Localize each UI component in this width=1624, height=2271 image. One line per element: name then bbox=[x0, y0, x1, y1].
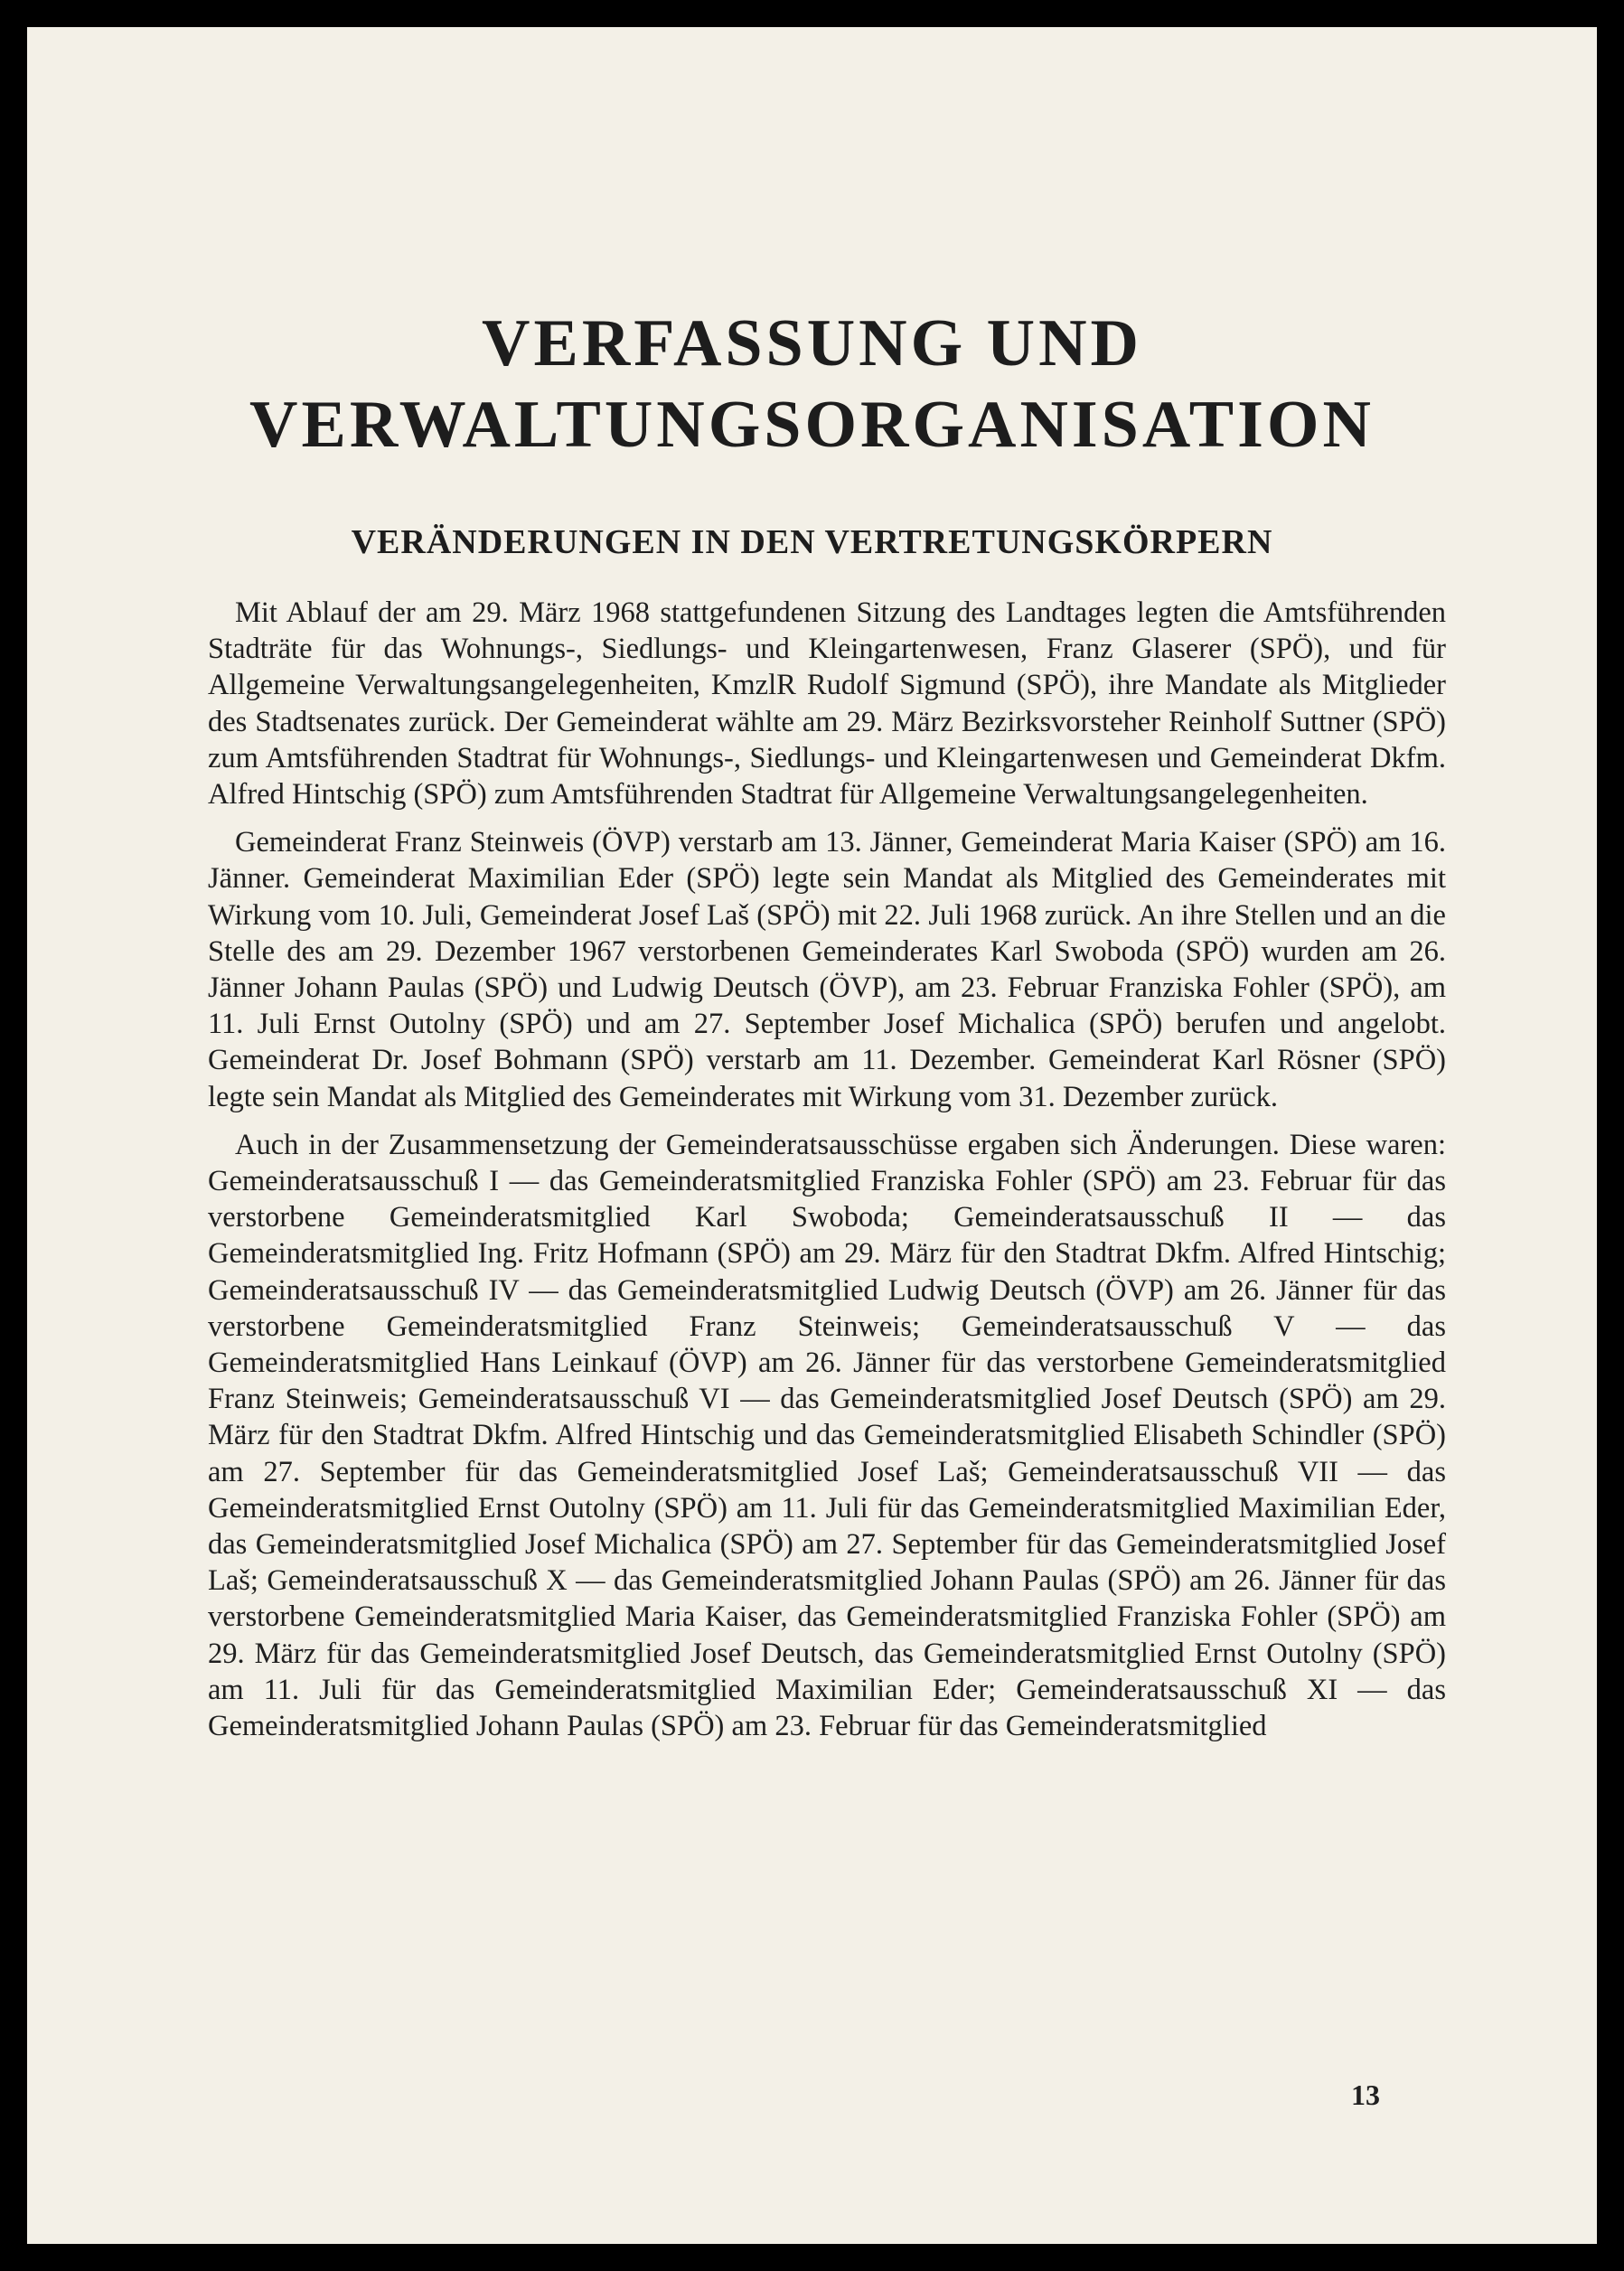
document-page bbox=[27, 27, 1597, 2244]
title-line-2: VERWALTUNGSORGANISATION bbox=[249, 388, 1375, 462]
section-heading: VERÄNDERUNGEN IN DEN VERTRETUNGSKÖRPERN bbox=[351, 523, 1273, 561]
paragraph: Auch in der Zusammensetzung der Gemeinderatsausschüsse ergaben sich Änderungen. Diese waren: Gemeinderatsausschuß I — das Gemeinderatsmitglied Franziska Fohler (SPÖ) am 23. Februar für das verstorbene Gemeinderatsmitglied Karl Swoboda; Gemeinderatsausschuß II — das Gemeinderatsmitglied Ing. Fritz Hofmann (SPÖ) am 29. März für den Stadtrat Dkfm. Alfred Hintschig; Gemeinderatsausschuß IV — das Gemeinderatsmitglied Ludwig Deutsch (ÖVP) am 26. Jänner für das verstorbene Gemeinderatsmitglied Franz Steinweis; Gemeinderatsausschuß V — das Gemeinderatsmitglied Hans Leinkauf (ÖVP) am 26. Jänner für das verstorbene Gemeinderatsmitglied Franz Steinweis; Gemeinderatsausschuß VI — das Gemeinderatsmitglied Josef Deutsch (SPÖ) am 29. März für den Stadtrat Dkfm. Alfred Hintschig und das Gemeinderatsmitglied Elisabeth Schindler (SPÖ) am 27. September für das Gemeinderatsmitglied Josef Laš; Gemeinderatsausschuß VII — das Gemeinderatsmitglied Ernst Outolny (SPÖ) am 11. Juli für das Gemeinderatsmitglied Maximilian Eder, das Gemeinderatsmitglied Josef Michalica (SPÖ) am 27. September für das Gemeinderatsmitglied Josef Laš; Gemeinderatsausschuß X — das Gemeinderatsmitglied Johann Paulas (SPÖ) am 26. Jänner für das verstorbene Gemeinderatsmitglied Maria Kaiser, das Gemeinderatsmitglied Franziska Fohler (SPÖ) am 29. März für das Gemeinderatsmitglied Josef Deutsch, das Gemeinderatsmitglied Ernst Outolny (SPÖ) am 11. Juli für das Gemeinderatsmitglied Maximilian Eder; Gemeinderatsausschuß XI — das Gemeinderatsmitglied Johann Paulas (SPÖ) am 23. Februar für das Gemeinderatsmitglied bbox=[208, 1128, 1446, 1743]
title-line-1: VERFASSUNG UND bbox=[482, 306, 1142, 380]
paragraph: Mit Ablauf der am 29. März 1968 stattgefundenen Sitzung des Landtages legten die Amtsführenden Stadträte für das Wohnungs-, Siedlungs- und Kleingartenwesen, Franz Glaserer (SPÖ), und für Allgemeine Verwaltungsangelegenheiten, KmzlR Rudolf Sigmund (SPÖ), ihre Mandate als Mitglieder des Stadtsenates zurück. Der Gemeinderat wählte am 29. März Bezirksvorsteher Reinholf Suttner (SPÖ) zum Amtsführenden Stadtrat für Wohnungs-, Siedlungs- und Kleingartenwesen und Gemeinderat Dkfm. Alfred Hintschig (SPÖ) zum Amtsführenden Stadtrat für Allgemeine Verwaltungsangelegenheiten. bbox=[208, 596, 1446, 812]
body-text bbox=[208, 595, 1446, 1756]
page-number: 13 bbox=[1351, 2079, 1380, 2111]
paragraph: Gemeinderat Franz Steinweis (ÖVP) verstarb am 13. Jänner, Gemeinderat Maria Kaiser (SPÖ) am 16. Jänner. Gemeinderat Maximilian Eder (SPÖ) legte sein Mandat als Mitglied des Gemeinderates mit Wirkung vom 10. Juli, Gemeinderat Josef Laš (SPÖ) mit 22. Juli 1968 zurück. An ihre Stellen und an die Stelle des am 29. Dezember 1967 verstorbenen Gemeinderates Karl Swoboda (SPÖ) wurden am 26. Jänner Johann Paulas (SPÖ) und Ludwig Deutsch (ÖVP), am 23. Februar Franziska Fohler (SPÖ), am 11. Juli Ernst Outolny (SPÖ) und am 27. September Josef Michalica (SPÖ) berufen und angelobt. Gemeinderat Dr. Josef Bohmann (SPÖ) verstarb am 11. Dezember. Gemeinderat Karl Rösner (SPÖ) legte sein Mandat als Mitglied des Gemeinderates mit Wirkung vom 31. Dezember zurück. bbox=[208, 826, 1446, 1113]
page-title bbox=[27, 303, 1597, 465]
